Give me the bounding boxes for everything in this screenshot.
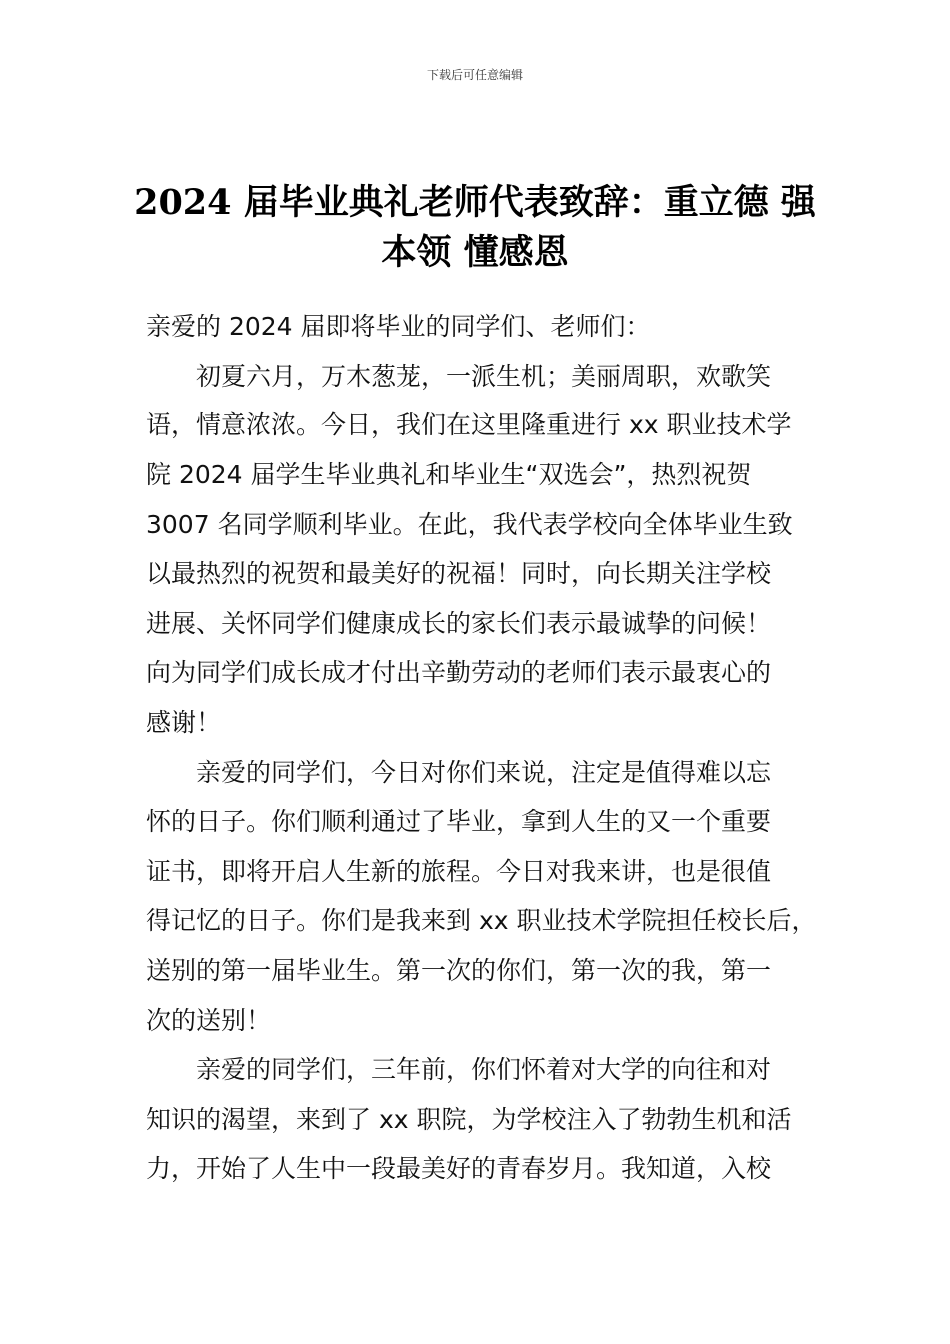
paragraph-line: 语，情意浓浓。今日，我们在这里隆重进行 xx 职业技术学 <box>146 410 792 439</box>
title-line-2: 本领 懂感恩 <box>381 232 569 273</box>
paragraph-line: 向为同学们成长成才付出辛勤劳动的老师们表示最衷心的 <box>146 658 772 687</box>
salutation-line: 亲爱的 2024 届即将毕业的同学们、老师们： <box>146 312 651 341</box>
paragraph-line: 初夏六月，万木葱茏，一派生机；美丽周职，欢歌笑 <box>196 362 772 391</box>
paragraph-line: 3007 名同学顺利毕业。在此，我代表学校向全体毕业生致 <box>146 510 793 539</box>
paragraph-line: 证书，即将开启人生新的旅程。今日对我来讲，也是很值 <box>146 857 772 886</box>
paragraph-line: 得记忆的日子。你们是我来到 xx 职业技术学院担任校长后， <box>146 906 817 935</box>
paragraph-line: 怀的日子。你们顺利通过了毕业，拿到人生的又一个重要 <box>146 807 772 836</box>
paragraph-line: 送别的第一届毕业生。第一次的你们，第一次的我，第一 <box>146 956 772 985</box>
paragraph-line: 亲爱的同学们，今日对你们来说，注定是值得难以忘 <box>196 758 772 787</box>
paragraph-line: 次的送别！ <box>146 1006 272 1035</box>
paragraph-line: 感谢！ <box>146 708 222 737</box>
paragraph-line: 力，开始了人生中一段最美好的青春岁月。我知道，入校 <box>146 1154 772 1183</box>
paragraph-line: 院 2024 届学生毕业典礼和毕业生“双选会”，热烈祝贺 <box>146 460 752 489</box>
paragraph-line: 亲爱的同学们，三年前，你们怀着对大学的向往和对 <box>196 1055 772 1084</box>
paragraph-line: 以最热烈的祝贺和最美好的祝福！同时，向长期关注学校 <box>146 559 772 588</box>
header-note: 下载后可任意编辑 <box>426 68 523 82</box>
document-title <box>130 178 820 278</box>
paragraph-line: 知识的渴望，来到了 xx 职院，为学校注入了勃勃生机和活 <box>146 1105 792 1134</box>
paragraph-line: 进展、关怀同学们健康成长的家长们表示最诚挚的问候！ <box>146 609 772 638</box>
title-line-1: 2024 届毕业典礼老师代表致辞：重立德 强 <box>134 182 816 223</box>
